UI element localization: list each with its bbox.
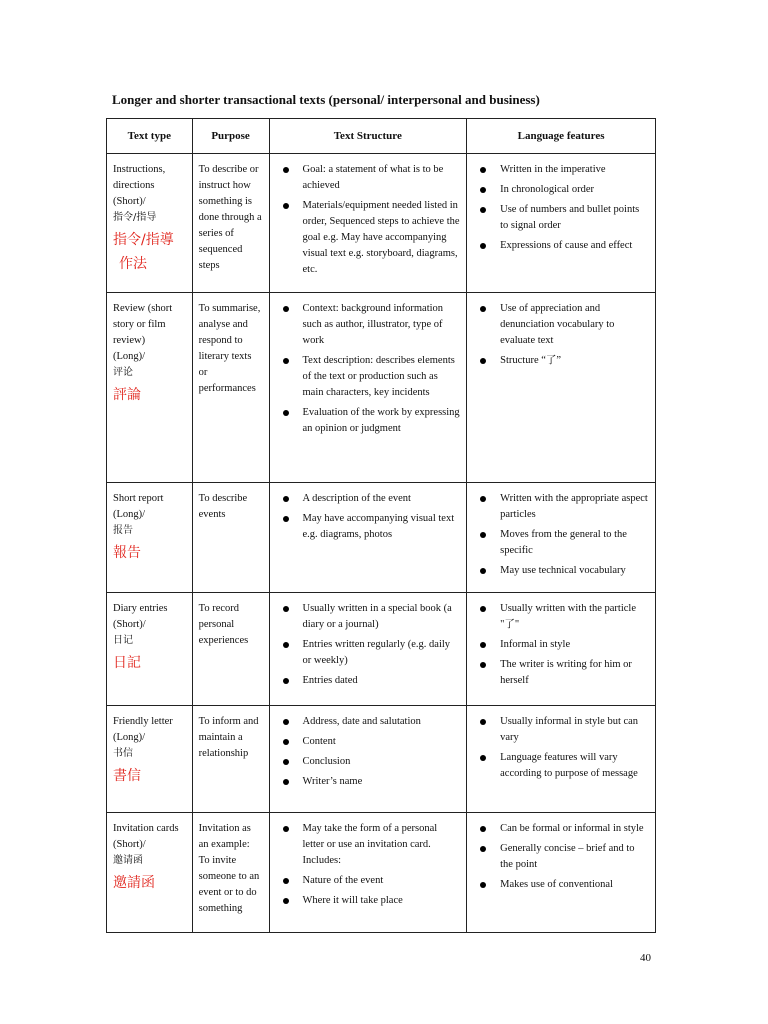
- list-item: Expressions of cause and effect: [473, 238, 649, 254]
- bullet-list: [276, 162, 461, 278]
- list-item: Content: [276, 734, 461, 750]
- text-type-line: Instructions,: [113, 164, 166, 175]
- header-purpose: Purpose: [192, 119, 269, 154]
- text-type-line: Short report: [113, 493, 164, 504]
- table-row: [107, 293, 656, 483]
- page-title: Longer and shorter transactional texts (personal/ interpersonal and business): [112, 92, 540, 107]
- text-type-line: (Short)/: [113, 619, 146, 630]
- bullet-list: [473, 301, 649, 369]
- table-row: [107, 483, 656, 593]
- bullet-list: [473, 601, 649, 689]
- transactional-texts-table: [106, 118, 656, 933]
- list-item: A description of the event: [276, 491, 461, 507]
- table-row: [107, 154, 656, 293]
- bullet-list: [276, 491, 461, 543]
- purpose-cell: To inform and maintain a relationship: [192, 706, 269, 813]
- language-features-cell: [467, 483, 656, 593]
- list-item: Writer’s name: [276, 774, 461, 790]
- text-type-cell: [107, 813, 193, 933]
- simplified-chinese-label: 指令/指导: [113, 212, 157, 223]
- traditional-chinese-annotation-2: 作法: [119, 256, 147, 272]
- text-structure-cell: [269, 813, 467, 933]
- list-item: Address, date and salutation: [276, 714, 461, 730]
- list-item: Goal: a statement of what is to be achieved: [276, 162, 461, 194]
- bullet-list: [473, 714, 649, 782]
- bullet-list: [473, 491, 649, 579]
- table-header-row: [107, 119, 656, 154]
- bullet-list: [473, 162, 649, 254]
- list-item: Text description: describes elements of the text or production such as main characters, key incidents: [276, 353, 461, 401]
- purpose-cell: To record personal experiences: [192, 593, 269, 706]
- list-item: Evaluation of the work by expressing an opinion or judgment: [276, 405, 461, 437]
- text-type-line: Diary entries: [113, 603, 168, 614]
- list-item: Written in the imperative: [473, 162, 649, 178]
- bullet-list: [473, 821, 649, 893]
- page-number: 40: [640, 952, 651, 964]
- purpose-cell: Invitation as an example: To invite someone to an event or to do something: [192, 813, 269, 933]
- bullet-list: [276, 821, 461, 909]
- language-features-cell: [467, 706, 656, 813]
- list-item: Language features will vary according to purpose of message: [473, 750, 649, 782]
- list-item: Moves from the general to the specific: [473, 527, 649, 559]
- list-item: May use technical vocabulary: [473, 563, 649, 579]
- list-item: May take the form of a personal letter or use an invitation card. Includes:: [276, 821, 461, 869]
- traditional-chinese-annotation: 邀請函: [113, 875, 155, 891]
- bullet-list: [276, 714, 461, 790]
- purpose-cell: To describe events: [192, 483, 269, 593]
- language-features-cell: [467, 154, 656, 293]
- text-structure-cell: [269, 483, 467, 593]
- language-features-cell: [467, 293, 656, 483]
- list-item: Materials/equipment needed listed in order, Sequenced steps to achieve the goal e.g. May have accompanying visual text e.g. storyboard, diagrams, etc.: [276, 198, 461, 278]
- text-type-line: (Long)/: [113, 732, 146, 743]
- list-item: Usually informal in style but can vary: [473, 714, 649, 746]
- list-item: Makes use of conventional: [473, 877, 649, 893]
- list-item: Entries dated: [276, 673, 461, 689]
- list-item: Generally concise – brief and to the point: [473, 841, 649, 873]
- list-item: Written with the appropriate aspect particles: [473, 491, 649, 523]
- list-item: Usually written in a special book (a diary or a journal): [276, 601, 461, 633]
- text-structure-cell: [269, 593, 467, 706]
- text-type-cell: [107, 483, 193, 593]
- text-type-cell: [107, 706, 193, 813]
- text-structure-cell: [269, 293, 467, 483]
- list-item: Where it will take place: [276, 893, 461, 909]
- list-item: Informal in style: [473, 637, 649, 653]
- list-item: In chronological order: [473, 182, 649, 198]
- list-item: Conclusion: [276, 754, 461, 770]
- purpose-cell: To describe or instruct how something is done through a series of sequenced steps: [192, 154, 269, 293]
- purpose-cell: To summarise, analyse and respond to literary texts or performances: [192, 293, 269, 483]
- list-item: Entries written regularly (e.g. daily or weekly): [276, 637, 461, 669]
- language-features-cell: [467, 593, 656, 706]
- simplified-chinese-label: 书信: [113, 748, 133, 759]
- list-item: Structure “了”: [473, 353, 649, 369]
- header-text-type: Text type: [107, 119, 193, 154]
- text-type-line: Invitation cards: [113, 823, 179, 834]
- text-type-cell: [107, 593, 193, 706]
- traditional-chinese-annotation: 報告: [113, 545, 141, 561]
- simplified-chinese-label: 邀请函: [113, 855, 143, 866]
- text-type-cell: [107, 154, 193, 293]
- text-type-line: Friendly letter: [113, 716, 173, 727]
- text-type-line: story or film: [113, 319, 166, 330]
- list-item: Can be formal or informal in style: [473, 821, 649, 837]
- header-text-structure: Text Structure: [269, 119, 467, 154]
- traditional-chinese-annotation: 評論: [113, 387, 141, 403]
- text-type-line: (Long)/: [113, 351, 146, 362]
- simplified-chinese-label: 报告: [113, 525, 133, 536]
- simplified-chinese-label: 日记: [113, 635, 133, 646]
- text-type-line: Review (short: [113, 303, 173, 314]
- list-item: Context: background information such as author, illustrator, type of work: [276, 301, 461, 349]
- text-type-line: (Short)/: [113, 196, 146, 207]
- traditional-chinese-annotation: 書信: [113, 768, 141, 784]
- list-item: Use of appreciation and denunciation vocabulary to evaluate text: [473, 301, 649, 349]
- text-type-cell: [107, 293, 193, 483]
- text-type-line: directions: [113, 180, 155, 191]
- text-type-line: (Long)/: [113, 509, 146, 520]
- list-item: Use of numbers and bullet points to signal order: [473, 202, 649, 234]
- traditional-chinese-annotation: 日記: [113, 655, 141, 671]
- simplified-chinese-label: 评论: [113, 367, 133, 378]
- bullet-list: [276, 601, 461, 689]
- table-row: [107, 813, 656, 933]
- text-structure-cell: [269, 706, 467, 813]
- list-item: Nature of the event: [276, 873, 461, 889]
- list-item: Usually written with the particle "了": [473, 601, 649, 633]
- list-item: The writer is writing for him or herself: [473, 657, 649, 689]
- table-row: [107, 593, 656, 706]
- text-type-line: (Short)/: [113, 839, 146, 850]
- header-language-features: Language features: [467, 119, 656, 154]
- traditional-chinese-annotation: 指令/指導: [113, 232, 174, 248]
- table-row: [107, 706, 656, 813]
- text-structure-cell: [269, 154, 467, 293]
- bullet-list: [276, 301, 461, 437]
- language-features-cell: [467, 813, 656, 933]
- list-item: May have accompanying visual text e.g. diagrams, photos: [276, 511, 461, 543]
- text-type-line: review): [113, 335, 146, 346]
